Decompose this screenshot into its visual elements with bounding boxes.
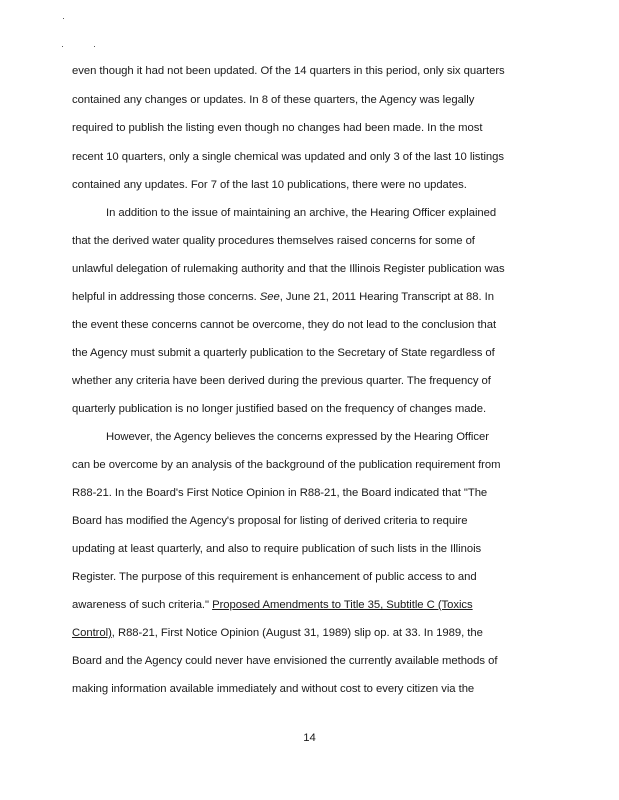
text-line: that the derived water quality procedures themselves raised concerns for some of	[72, 235, 475, 247]
text-line: the Agency must submit a quarterly publication to the Secretary of State regardless of	[72, 347, 495, 359]
text-line: making information available immediately and without cost to every citizen via the	[72, 683, 475, 695]
page-number: 14	[303, 732, 316, 744]
text-line: updating at least quarterly, and also to require publication of such lists in the Illinois	[72, 543, 482, 555]
text-run: helpful in addressing those concerns.	[72, 291, 260, 303]
text-line: R88-21. In the Board's First Notice Opinion in R88-21, the Board indicated that "The	[72, 487, 488, 499]
text-line: Register. The purpose of this requirement is enhancement of public access to and	[72, 571, 477, 583]
text-line	[72, 290, 552, 304]
text-line: contained any updates. For 7 of the last 10 publications, there were no updates.	[72, 179, 467, 191]
citation-signal: See	[259, 291, 280, 303]
text-line: recent 10 quarters, only a single chemical was updated and only 3 of the last 10 listings	[72, 151, 504, 163]
paragraph-first-line: In addition to the issue of maintaining an archive, the Hearing Officer explained	[106, 207, 497, 219]
text-line: Board and the Agency could never have envisioned the currently available methods of	[72, 655, 498, 667]
text-run: , June 21, 2011 Hearing Transcript at 88. In	[279, 291, 494, 303]
text-line: contained any changes or updates. In 8 of these quarters, the Agency was legally	[72, 94, 475, 106]
text-line	[72, 598, 552, 612]
text-line: Board has modified the Agency's proposal for listing of derived criteria to require	[72, 515, 468, 527]
text-line: the event these concerns cannot be overcome, they do not lead to the conclusion that	[72, 319, 497, 331]
text-line: can be overcome by an analysis of the background of the publication requirement from	[72, 459, 501, 471]
scan-speck	[63, 18, 64, 19]
case-citation-title: Proposed Amendments to Title 35, Subtitle C (Toxics	[212, 599, 473, 611]
scan-speck	[94, 46, 95, 47]
text-line	[72, 626, 552, 640]
text-line: unlawful delegation of rulemaking authority and that the Illinois Register publication was	[72, 263, 505, 275]
text-line: required to publish the listing even though no changes had been made. In the most	[72, 122, 483, 134]
case-citation-title: Control)	[72, 627, 112, 639]
paragraph-first-line: However, the Agency believes the concerns expressed by the Hearing Officer	[106, 431, 489, 443]
text-run: , R88-21, First Notice Opinion (August 31, 1989) slip op. at 33. In 1989, the	[111, 627, 483, 639]
scan-speck	[62, 46, 63, 47]
text-line: whether any criteria have been derived during the previous quarter. The frequency of	[72, 375, 491, 387]
text-line: even though it had not been updated. Of the 14 quarters in this period, only six quarters	[72, 65, 505, 77]
text-run: awareness of such criteria."	[72, 599, 213, 611]
text-line: quarterly publication is no longer justified based on the frequency of changes made.	[72, 403, 487, 415]
